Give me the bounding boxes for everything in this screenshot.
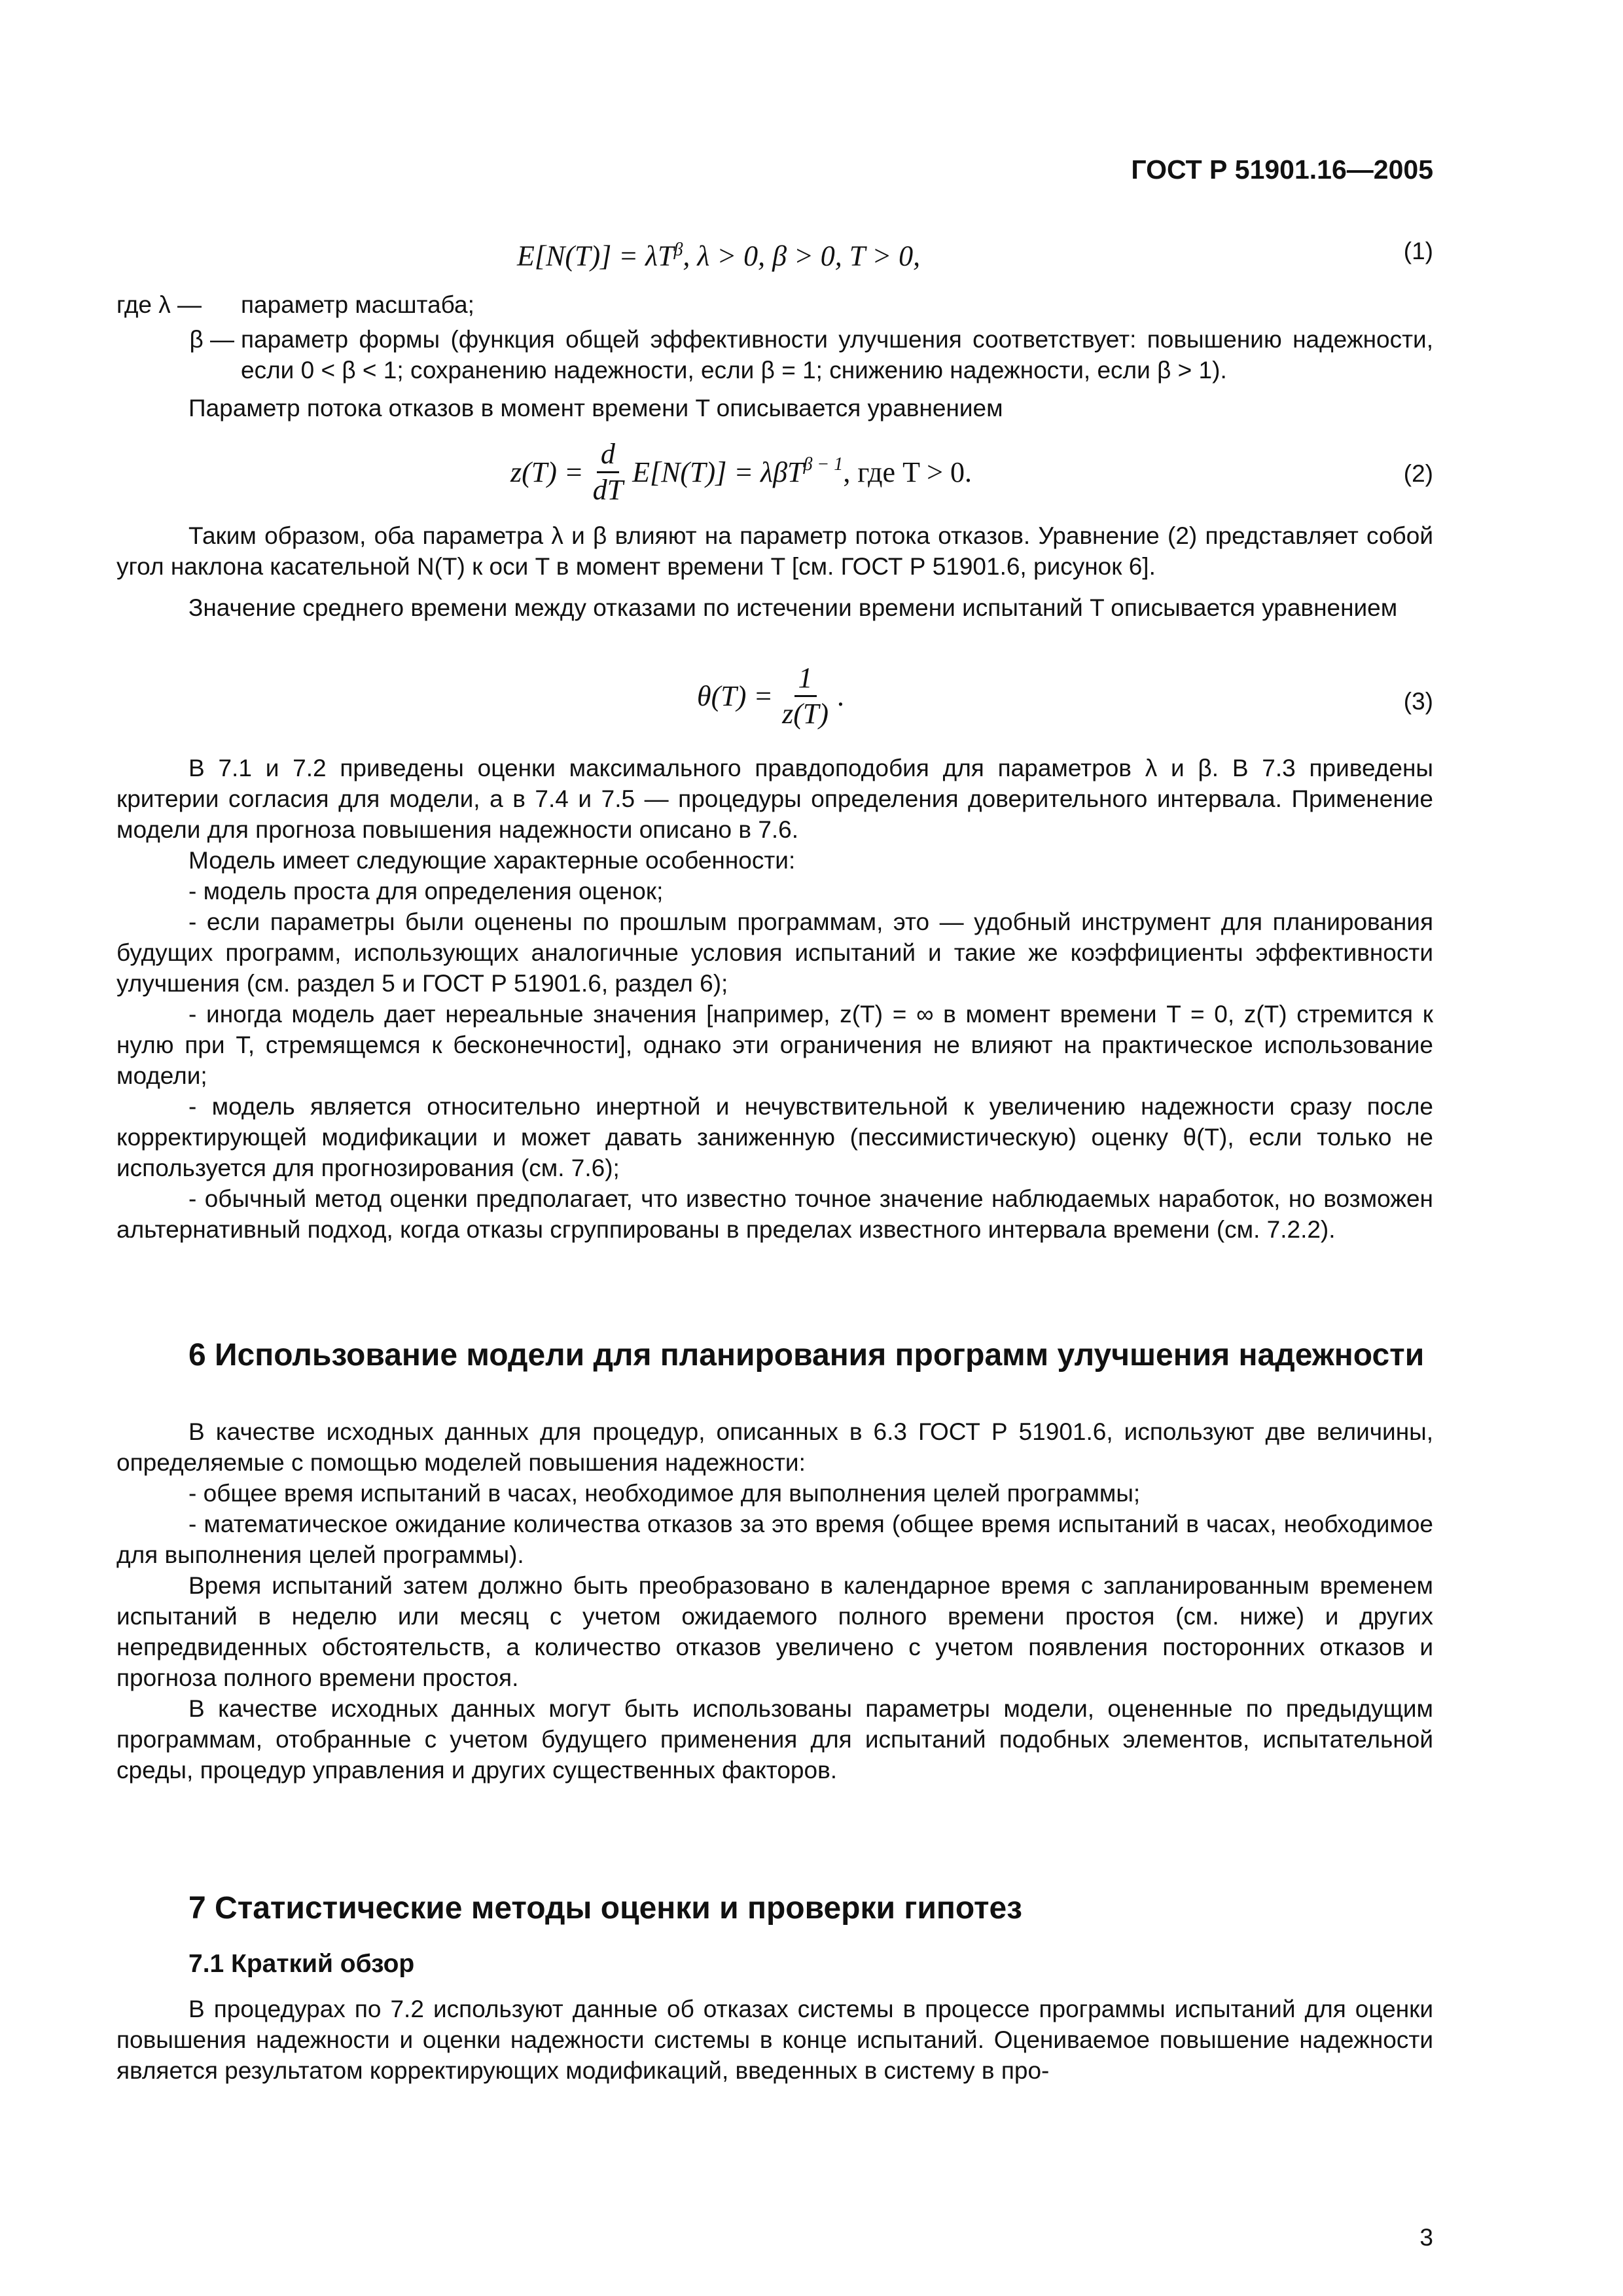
list-item: - если параметры были оценены по прошлым программам, это — удобный инструмент для планирования будущих программ, использующих аналогичные условия испытаний и такие же коэффициенты эффективности улучшения (см. раздел 5 и ГОСТ Р 51901.6, раздел 6); — [116, 908, 1433, 997]
where-symbol: где λ — — [116, 291, 202, 318]
where-row-lambda — [116, 289, 1433, 320]
equation-2-denominator: dT — [592, 474, 624, 506]
section-6 — [116, 1335, 1433, 1785]
paragraph-text: Значение среднего времени между отказами по истечении времени испытаний T описывается уравнением — [188, 594, 1398, 621]
section-7-title: 7 Статистические методы оценки и проверки гипотез — [188, 1891, 1023, 1926]
equation-2-right: E[N(T)] = λβT — [632, 456, 804, 488]
equation-1 — [517, 234, 920, 272]
equation-3 — [697, 661, 845, 731]
where-row-beta — [116, 324, 1433, 386]
equation-1-tail: , λ > 0, β > 0, T > 0, — [683, 240, 921, 272]
equation-3-fraction — [778, 661, 832, 731]
equation-2-sup: β − 1 — [803, 454, 844, 475]
paragraph-text: Модель имеет следующие характерные особенности: — [188, 847, 796, 874]
where-text: параметр формы (функция общей эффективности улучшения соответствует: повышению надежности, если 0 < β < 1; сохранению надежности, если β = 1; снижению надежности, если β > 1). — [241, 326, 1433, 384]
paragraph-71 — [116, 753, 1433, 1245]
paragraph-text: В процедурах по 7.2 используют данные об отказах системы в процессе программы испытаний для оценки повышения надежности и оценки надежности системы в конце испытаний. Оцениваемое повышение надежности является результатом корректирующих модификаций, введенных в систему в про- — [116, 1996, 1433, 2084]
list-item: - модель проста для определения оценок; — [188, 878, 664, 905]
equation-1-sup: β — [673, 240, 683, 260]
list-item: - общее время испытаний в часах, необходимое для выполнения целей программы; — [188, 1480, 1141, 1507]
equation-3-denominator: z(T) — [782, 698, 829, 730]
section-6-title: 6 Использование модели для планирования программ улучшения надежности — [188, 1338, 1425, 1372]
equation-2-tail: , где T > 0. — [843, 456, 972, 488]
list-item: - иногда модель дает нереальные значения [например, z(T) = ∞ в момент времени T = 0, z(T) стремится к нулю при T, стремящемся к бесконечности], однако эти ограничения не влияют на практическое использование модели; — [116, 1001, 1433, 1089]
equation-3-left: θ(T) = — [697, 680, 774, 712]
list-item: - обычный метод оценки предполагает, что известно точное значение наблюдаемых наработок, но возможен альтернативный подход, когда отказы сгруппированы в пределах известного интервала времени (см. 7.2.2). — [116, 1185, 1433, 1243]
where-symbol: β — — [189, 326, 234, 353]
where-list — [116, 289, 1433, 386]
paragraph-thus — [116, 520, 1433, 582]
equation-1-body: E[N(T)] = λT — [517, 240, 674, 272]
list-item: - модель является относительно инертной и нечувствительной к увеличению надежности сразу после корректирующей модификации и может давать заниженную (пессимистическую) оценку θ(T), если только не используется для прогнозирования (см. 7.6); — [116, 1093, 1433, 1181]
document-header: ГОСТ Р 51901.16—2005 — [1131, 154, 1433, 185]
paragraph-text: Таким образом, оба параметра λ и β влияют на параметр потока отказов. Уравнение (2) представляет собой угол наклона касательной N(T) к оси T в момент времени T [см. ГОСТ Р 51901.6, рисунок 6]. — [116, 522, 1433, 580]
equation-3-tail: . — [838, 680, 845, 712]
section-7-1-title: 7.1 Краткий обзор — [188, 1950, 415, 1978]
equation-2-numerator: d — [597, 437, 619, 473]
list-item: - математическое ожидание количества отказов за это время (общее время испытаний в часах, необходимое для выполнения целей программы). — [116, 1511, 1433, 1568]
where-text: параметр масштаба; — [241, 291, 474, 318]
paragraph-mean — [116, 592, 1433, 623]
paragraph-text: В качестве исходных данных могут быть использованы параметры модели, оцененные по предыдущим программам, отобранные с учетом будущего применения для испытаний подобных элементов, испытательной среды, процедур управления и других существенных факторов. — [116, 1695, 1433, 1784]
equation-3-numerator: 1 — [794, 661, 817, 697]
equation-2 — [510, 437, 972, 507]
equation-2-left: z(T) = — [510, 456, 584, 488]
paragraph-text: В 7.1 и 7.2 приведены оценки максимального правдоподобия для параметров λ и β. В 7.3 приведены критерии согласия для модели, а в 7.4 и 7.5 — процедуры определения доверительного интервала. Применение модели для прогноза повышения надежности описано в 7.6. — [116, 755, 1433, 843]
paragraph-text: Время испытаний затем должно быть преобразовано в календарное время с запланированным временем испытаний в неделю или месяц с учетом ожидаемого полного времени простоя (см. ниже) и других непредвиденных обстоятельств, а количество отказов увеличено с учетом появления посторонних отказов и прогноза полного времени простоя. — [116, 1572, 1433, 1691]
section-7 — [116, 1888, 1433, 2086]
page-number: 3 — [1419, 2224, 1433, 2251]
equation-2-number: (2) — [1403, 460, 1433, 487]
paragraph-flow — [116, 393, 1433, 423]
paragraph-text: Параметр потока отказов в момент времени T описывается уравнением — [188, 395, 1003, 422]
paragraph-text: В качестве исходных данных для процедур, описанных в 6.3 ГОСТ Р 51901.6, используют две величины, определяемые с помощью моделей повышения надежности: — [116, 1418, 1433, 1476]
equation-1-number: (1) — [1403, 238, 1433, 264]
equation-2-fraction — [589, 437, 627, 507]
equation-3-number: (3) — [1403, 688, 1433, 715]
